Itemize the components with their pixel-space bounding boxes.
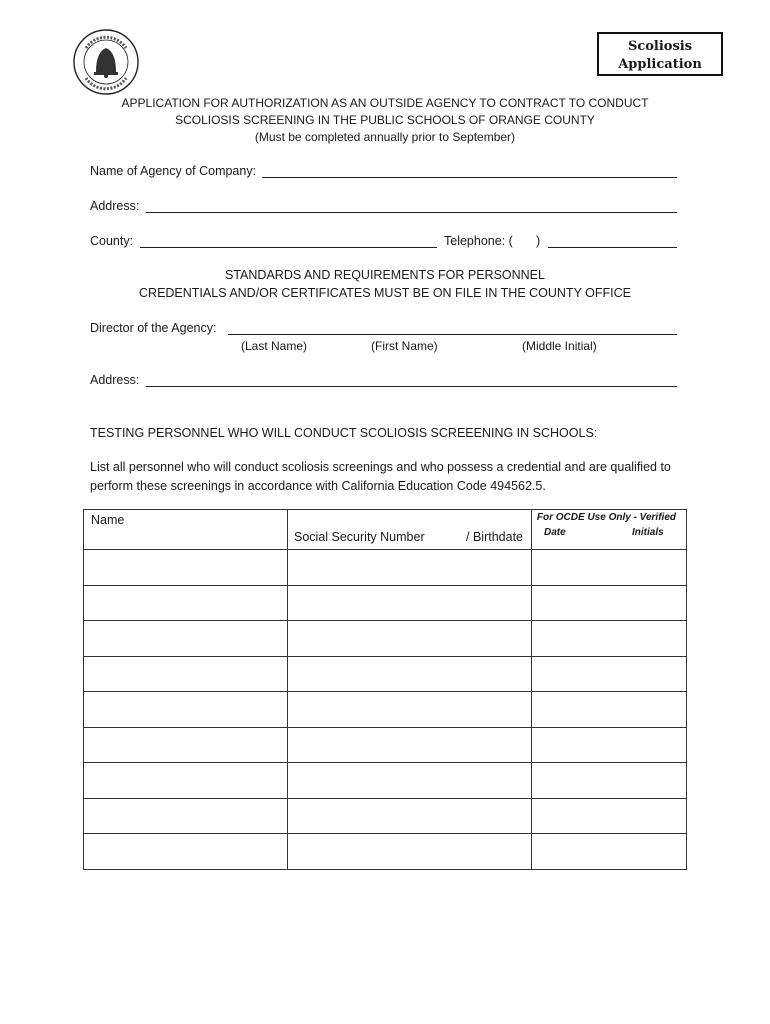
name-cell[interactable] <box>84 621 288 657</box>
verified-cell[interactable] <box>532 585 687 621</box>
director-first-name-caption: (First Name) <box>371 339 438 353</box>
personnel-table <box>83 509 687 870</box>
name-cell[interactable] <box>84 656 288 692</box>
ssn-birthdate-cell[interactable] <box>288 798 532 834</box>
birthdate-header-text: / Birthdate <box>466 530 523 544</box>
table-row <box>84 550 687 586</box>
table-row <box>84 798 687 834</box>
ssn-birthdate-cell[interactable] <box>288 550 532 586</box>
ssn-birthdate-column-header <box>288 510 532 550</box>
name-column-header: Name <box>84 510 288 550</box>
ssn-birthdate-cell[interactable] <box>288 585 532 621</box>
table-row <box>84 763 687 799</box>
verified-cell[interactable] <box>532 692 687 728</box>
date-header-text: Date <box>544 527 566 538</box>
table-header-row <box>84 510 687 550</box>
standards-line-1: STANDARDS AND REQUIREMENTS FOR PERSONNEL <box>225 268 545 282</box>
verified-cell[interactable] <box>532 798 687 834</box>
ssn-birthdate-cell[interactable] <box>288 692 532 728</box>
badge-line-2: Application <box>618 57 702 72</box>
table-row <box>84 656 687 692</box>
director-middle-initial-caption: (Middle Initial) <box>522 339 597 353</box>
telephone-label: Telephone: ( <box>444 234 513 248</box>
director-address-label: Address: <box>90 373 140 387</box>
verified-cell[interactable] <box>532 621 687 657</box>
agency-address-field[interactable] <box>146 212 677 213</box>
ssn-birthdate-cell[interactable] <box>288 656 532 692</box>
table-row <box>84 834 687 870</box>
initials-header-text: Initials <box>632 527 664 538</box>
county-label: County: <box>90 234 134 248</box>
verified-cell[interactable] <box>532 834 687 870</box>
county-field[interactable] <box>140 247 437 248</box>
table-row <box>84 727 687 763</box>
table-row <box>84 692 687 728</box>
name-cell[interactable] <box>84 834 288 870</box>
name-cell[interactable] <box>84 727 288 763</box>
name-cell[interactable] <box>84 692 288 728</box>
personnel-instructions: List all personnel who will conduct scoliosis screenings and who possess a credential and are qualified to perform these screenings in accordance with California Education Code 494562.5. <box>90 460 671 493</box>
table-row <box>84 621 687 657</box>
telephone-close-paren: ) <box>536 234 541 248</box>
standards-line-2: CREDENTIALS AND/OR CERTIFICATES MUST BE ON FILE IN THE COUNTY OFFICE <box>139 286 631 300</box>
orange-county-seal-logo <box>72 28 140 96</box>
ssn-birthdate-cell[interactable] <box>288 834 532 870</box>
director-label: Director of the Agency: <box>90 321 217 335</box>
director-address-field[interactable] <box>146 386 677 387</box>
badge-line-1: Scoliosis <box>627 39 693 54</box>
name-cell[interactable] <box>84 585 288 621</box>
title-line-3: (Must be completed annually prior to September) <box>254 130 516 144</box>
verified-column-header <box>532 510 687 550</box>
verified-cell[interactable] <box>532 550 687 586</box>
verified-cell[interactable] <box>532 656 687 692</box>
ssn-header-text: Social Security Number <box>294 530 425 544</box>
document-type-badge <box>597 32 723 76</box>
director-name-field[interactable] <box>228 334 677 335</box>
ssn-birthdate-cell[interactable] <box>288 621 532 657</box>
personnel-heading: TESTING PERSONNEL WHO WILL CONDUCT SCOLIOSIS SCREEENING IN SCHOOLS: <box>90 426 598 440</box>
name-cell[interactable] <box>84 550 288 586</box>
ssn-birthdate-cell[interactable] <box>288 763 532 799</box>
verified-header-text: For OCDE Use Only - Verified <box>536 512 676 523</box>
agency-name-field[interactable] <box>262 177 677 178</box>
agency-address-label: Address: <box>90 199 140 213</box>
agency-name-label: Name of Agency of Company: <box>90 164 257 178</box>
telephone-field[interactable] <box>548 247 677 248</box>
verified-cell[interactable] <box>532 763 687 799</box>
name-cell[interactable] <box>84 763 288 799</box>
name-cell[interactable] <box>84 798 288 834</box>
ssn-birthdate-cell[interactable] <box>288 727 532 763</box>
table-row <box>84 585 687 621</box>
director-last-name-caption: (Last Name) <box>241 339 308 353</box>
title-line-2: SCOLIOSIS SCREENING IN THE PUBLIC SCHOOLS OF ORANGE COUNTY <box>175 113 595 127</box>
title-line-1: APPLICATION FOR AUTHORIZATION AS AN OUTSIDE AGENCY TO CONTRACT TO CONDUCT <box>121 96 649 110</box>
verified-cell[interactable] <box>532 727 687 763</box>
